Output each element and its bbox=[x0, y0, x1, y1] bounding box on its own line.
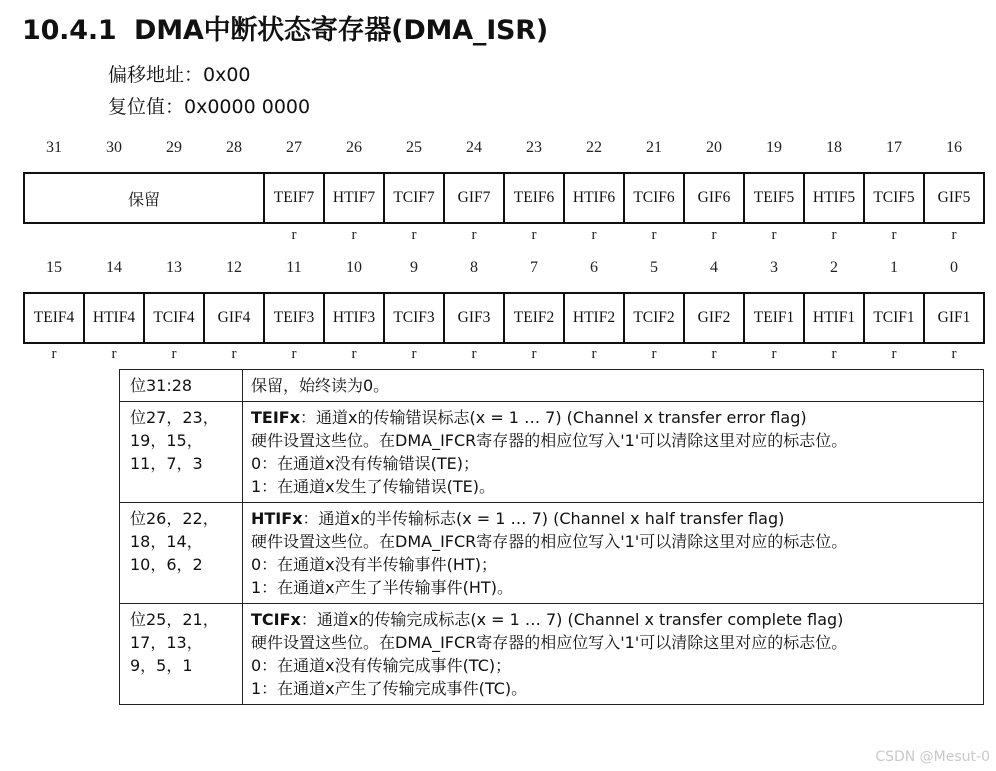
field-cell: TCIF5 bbox=[865, 174, 925, 222]
bit-number: 30 bbox=[106, 139, 122, 156]
bit-number: 15 bbox=[46, 259, 62, 276]
access-type: r bbox=[891, 346, 897, 362]
description-cell: TEIFx：通道x的传输错误标志(x = 1 … 7) (Channel x transfer error flag) 硬件设置这些位。在DMA_IFCR寄存器的相应位写入'1'可以清除这里对应的标志位。 0：在通道x没有传输错误(TE)； 1：在通道x发生了传输错误(TE)。 bbox=[243, 402, 984, 503]
description-cell: 保留，始终读为0。 bbox=[243, 370, 984, 402]
field-cell: GIF6 bbox=[685, 174, 745, 222]
bit-number: 29 bbox=[166, 139, 182, 156]
access-type: r bbox=[51, 346, 57, 362]
section-number: 10.4.1 bbox=[22, 15, 117, 46]
access-type: r bbox=[531, 346, 537, 362]
access-type: r bbox=[471, 346, 477, 362]
bit-range-cell: 位27，23， 19，15， 11，7，3 bbox=[120, 402, 243, 503]
bit-number: 8 bbox=[470, 259, 478, 276]
field-cell: TEIF6 bbox=[505, 174, 565, 222]
field-cell: GIF2 bbox=[685, 294, 745, 342]
access-type: r bbox=[411, 227, 417, 243]
bit-number: 24 bbox=[466, 139, 482, 156]
bit-number: 10 bbox=[346, 259, 362, 276]
bit-number: 16 bbox=[946, 139, 962, 156]
upper-register-fields bbox=[23, 172, 985, 224]
bit-number: 25 bbox=[406, 139, 422, 156]
bit-number: 17 bbox=[886, 139, 902, 156]
bit-number: 28 bbox=[226, 139, 242, 156]
field-cell: TCIF6 bbox=[625, 174, 685, 222]
section-heading bbox=[22, 8, 548, 47]
bit-number: 3 bbox=[770, 259, 778, 276]
bit-range-cell: 位31:28 bbox=[120, 370, 243, 402]
bit-number: 7 bbox=[530, 259, 538, 276]
lower-bit-numbers bbox=[24, 259, 984, 281]
access-type: r bbox=[891, 227, 897, 243]
access-type: r bbox=[291, 346, 297, 362]
field-cell: TCIF1 bbox=[865, 294, 925, 342]
bit-number: 2 bbox=[830, 259, 838, 276]
bit-number: 0 bbox=[950, 259, 958, 276]
table-row bbox=[120, 503, 984, 604]
field-cell: HTIF7 bbox=[325, 174, 385, 222]
access-type: r bbox=[711, 227, 717, 243]
lower-access-types bbox=[24, 346, 984, 366]
lower-register-fields bbox=[23, 292, 985, 344]
bit-number: 9 bbox=[410, 259, 418, 276]
bit-number: 1 bbox=[890, 259, 898, 276]
access-type: r bbox=[531, 227, 537, 243]
bit-number: 26 bbox=[346, 139, 362, 156]
access-type: r bbox=[651, 227, 657, 243]
bit-number: 31 bbox=[46, 139, 62, 156]
bit-description-table bbox=[119, 369, 984, 705]
access-type: r bbox=[351, 227, 357, 243]
access-type: r bbox=[471, 227, 477, 243]
field-cell: HTIF6 bbox=[565, 174, 625, 222]
access-type: r bbox=[351, 346, 357, 362]
bit-number: 13 bbox=[166, 259, 182, 276]
description-cell: HTIFx：通道x的半传输标志(x = 1 … 7) (Channel x half transfer flag) 硬件设置这些位。在DMA_IFCR寄存器的相应位写入'1'可以清除这里对应的标志位。 0：在通道x没有半传输事件(HT)； 1：在通道x产生了半传输事件(HT)。 bbox=[243, 503, 984, 604]
reserved-field: 保留 bbox=[25, 174, 265, 222]
access-type: r bbox=[591, 346, 597, 362]
access-type: r bbox=[411, 346, 417, 362]
table-row bbox=[120, 402, 984, 503]
field-cell: TEIF5 bbox=[745, 174, 805, 222]
field-cell: TEIF3 bbox=[265, 294, 325, 342]
access-type: r bbox=[291, 227, 297, 243]
upper-bit-numbers bbox=[24, 139, 984, 161]
access-type: r bbox=[771, 346, 777, 362]
access-type: r bbox=[591, 227, 597, 243]
field-cell: HTIF1 bbox=[805, 294, 865, 342]
reset-value: 复位值：0x0000 0000 bbox=[108, 96, 311, 118]
access-type: r bbox=[111, 346, 117, 362]
bit-number: 23 bbox=[526, 139, 542, 156]
access-type: r bbox=[951, 346, 957, 362]
access-type: r bbox=[711, 346, 717, 362]
bit-number: 21 bbox=[646, 139, 662, 156]
bit-number: 19 bbox=[766, 139, 782, 156]
field-cell: GIF1 bbox=[925, 294, 985, 342]
field-cell: TCIF2 bbox=[625, 294, 685, 342]
field-cell: GIF5 bbox=[925, 174, 985, 222]
field-cell: TCIF3 bbox=[385, 294, 445, 342]
access-type bbox=[144, 227, 204, 247]
field-cell: TCIF7 bbox=[385, 174, 445, 222]
offset-address: 偏移地址：0x00 bbox=[108, 64, 251, 86]
bit-number: 27 bbox=[286, 139, 302, 156]
bit-number: 12 bbox=[226, 259, 242, 276]
table-row bbox=[120, 604, 984, 705]
bit-number: 4 bbox=[710, 259, 718, 276]
bit-number: 18 bbox=[826, 139, 842, 156]
access-type: r bbox=[651, 346, 657, 362]
field-cell: TEIF4 bbox=[25, 294, 85, 342]
access-type bbox=[204, 227, 264, 247]
access-type: r bbox=[951, 227, 957, 243]
access-type: r bbox=[231, 346, 237, 362]
bit-number: 6 bbox=[590, 259, 598, 276]
field-cell: GIF4 bbox=[205, 294, 265, 342]
bit-range-cell: 位25，21， 17，13， 9，5，1 bbox=[120, 604, 243, 705]
field-cell: GIF7 bbox=[445, 174, 505, 222]
field-cell: HTIF2 bbox=[565, 294, 625, 342]
upper-access-types bbox=[24, 227, 984, 247]
section-title: DMA中断状态寄存器(DMA_ISR) bbox=[134, 15, 549, 46]
field-cell: GIF3 bbox=[445, 294, 505, 342]
field-cell: HTIF3 bbox=[325, 294, 385, 342]
bit-number: 11 bbox=[286, 259, 302, 276]
field-cell: HTIF4 bbox=[85, 294, 145, 342]
field-name: TEIFx bbox=[251, 408, 301, 427]
field-cell: HTIF5 bbox=[805, 174, 865, 222]
bit-number: 5 bbox=[650, 259, 658, 276]
field-cell: TEIF2 bbox=[505, 294, 565, 342]
bit-number: 14 bbox=[106, 259, 122, 276]
bit-range-cell: 位26，22， 18，14， 10，6，2 bbox=[120, 503, 243, 604]
access-type: r bbox=[831, 227, 837, 243]
bit-number: 20 bbox=[706, 139, 722, 156]
field-cell: TEIF1 bbox=[745, 294, 805, 342]
access-type bbox=[84, 227, 144, 247]
access-type: r bbox=[771, 227, 777, 243]
field-name: HTIFx bbox=[251, 509, 303, 528]
access-type: r bbox=[171, 346, 177, 362]
access-type bbox=[24, 227, 84, 247]
bit-number: 22 bbox=[586, 139, 602, 156]
access-type: r bbox=[831, 346, 837, 362]
table-row bbox=[120, 370, 984, 402]
field-cell: TCIF4 bbox=[145, 294, 205, 342]
field-name: TCIFx bbox=[251, 610, 301, 629]
watermark: CSDN @Mesut-0 bbox=[875, 749, 990, 765]
description-cell: TCIFx：通道x的传输完成标志(x = 1 … 7) (Channel x transfer complete flag) 硬件设置这些位。在DMA_IFCR寄存器的相应位写入'1'可以清除这里对应的标志位。 0：在通道x没有传输完成事件(TC)； 1：在通道x产生了传输完成事件(TC)。 bbox=[243, 604, 984, 705]
field-cell: TEIF7 bbox=[265, 174, 325, 222]
